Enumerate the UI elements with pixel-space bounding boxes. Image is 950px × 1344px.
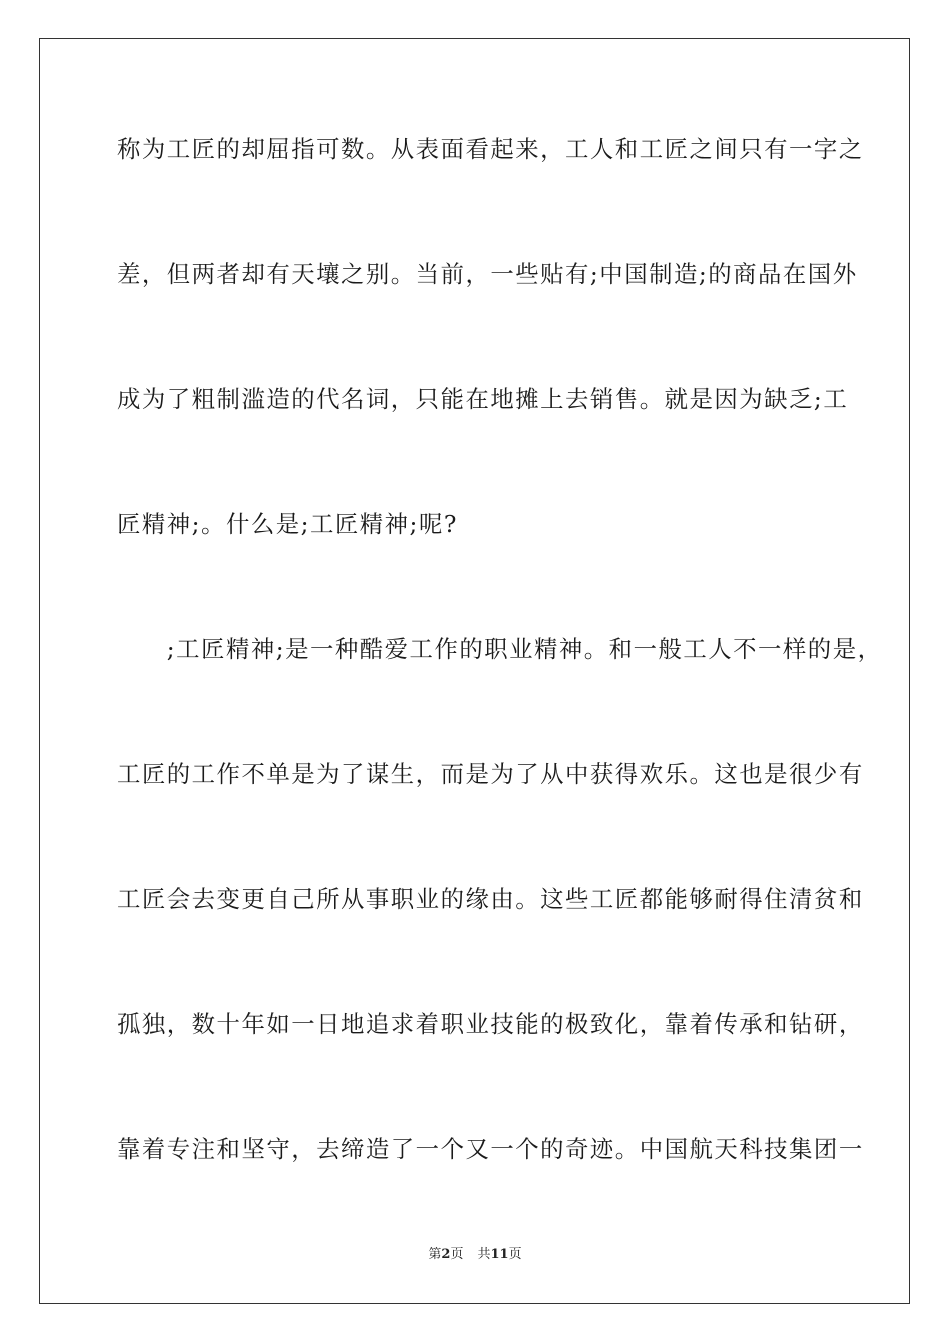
body-text-line: 工匠会去变更自己所从事职业的缘由。这些工匠都能够耐得住清贫和 xyxy=(117,885,864,913)
page-number: 2 xyxy=(441,1247,451,1262)
body-text-line: ;工匠精神;是一种酷爱工作的职业精神。和一般工人不一样的是， xyxy=(117,635,883,663)
total-label-prefix: 共 xyxy=(477,1247,491,1262)
body-text-line: 工匠的工作不单是为了谋生，而是为了从中获得欢乐。这也是很少有 xyxy=(117,760,864,788)
total-pages: 11 xyxy=(490,1247,509,1262)
body-text-line: 匠精神;。什么是;工匠精神;呢? xyxy=(117,510,458,538)
page-frame xyxy=(39,38,910,1304)
body-text-line: 差，但两者却有天壤之别。当前，一些贴有;中国制造;的商品在国外 xyxy=(117,260,858,288)
body-text-line: 成为了粗制滥造的代名词，只能在地摊上去销售。就是因为缺乏;工 xyxy=(117,385,849,413)
total-label-suffix: 页 xyxy=(508,1247,522,1262)
body-text-line: 称为工匠的却屈指可数。从表面看起来，工人和工匠之间只有一字之 xyxy=(117,135,864,163)
body-text-line: 孤独，数十年如一日地追求着职业技能的极致化，靠着传承和钻研， xyxy=(117,1010,864,1038)
page-label-prefix: 第 xyxy=(428,1247,442,1262)
page-label-suffix: 页 xyxy=(450,1247,464,1262)
body-text-line: 靠着专注和坚守，去缔造了一个又一个的奇迹。中国航天科技集团一 xyxy=(117,1135,864,1163)
page-footer xyxy=(0,1246,950,1264)
